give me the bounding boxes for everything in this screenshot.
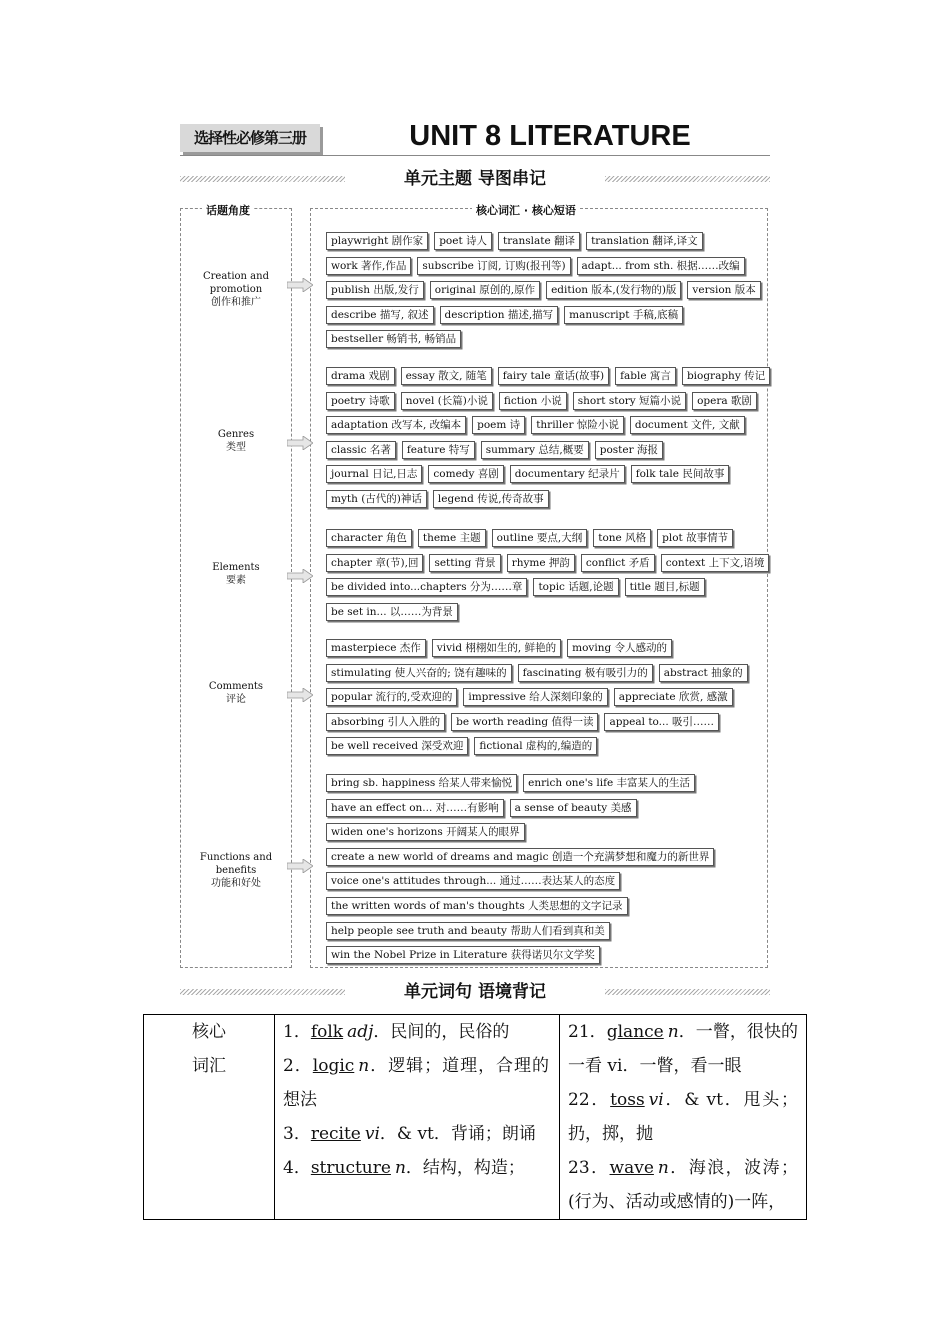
term-chip: enrich one's life 丰富某人的生活	[523, 774, 695, 792]
term-chip: document 文件, 文献	[630, 416, 745, 434]
term-chip: stimulating 使人兴奋的; 饶有趣味的	[326, 664, 512, 682]
term-chip: appeal to... 吸引……	[604, 713, 719, 731]
term-chip: poster 海报	[595, 441, 663, 459]
entry-word: toss	[610, 1090, 645, 1110]
term-chip: fairy tale 童话(故事)	[498, 367, 609, 385]
term-chip: title 题目,标题	[625, 578, 705, 596]
term-chip: short story 短篇小说	[573, 392, 686, 410]
term-chip: publish 出版,发行	[326, 281, 424, 299]
category-zh: 功能和好处	[211, 878, 261, 889]
term-chip: comedy 喜剧	[428, 465, 503, 483]
term-chip: poet 诗人	[434, 232, 492, 250]
term-chip: appreciate 欣赏, 感激	[614, 688, 733, 706]
category-label	[181, 680, 291, 706]
term-chip: rhyme 押韵	[507, 554, 575, 572]
term-chip: be well received 深受欢迎	[326, 737, 468, 755]
term-chip: journal 日记,日志	[326, 465, 422, 483]
vocab-entry	[283, 1015, 549, 1049]
term-row	[326, 306, 683, 324]
entry-def: ．一瞥，很快的一看 vi．一瞥，看一眼	[568, 1022, 799, 1076]
term-chip: translation 翻译,译文	[586, 232, 703, 250]
term-row	[326, 922, 610, 940]
term-chip: setting 背景	[429, 554, 500, 572]
term-chip: biography 传记	[682, 367, 770, 385]
category-en: Creation and promotion	[203, 271, 269, 295]
entry-pos: vi	[364, 1124, 380, 1144]
term-chip: popular 流行的,受欢迎的	[326, 688, 457, 706]
vocab-entry	[283, 1049, 549, 1117]
category-label	[181, 851, 291, 890]
term-row	[326, 257, 745, 275]
term-row	[326, 946, 600, 964]
term-chip: vivid 栩栩如生的, 鲜艳的	[432, 639, 561, 657]
entry-def: ．& vt．背诵；朗诵	[379, 1124, 536, 1144]
banner-title: 单元词句 语境背记	[404, 982, 546, 1002]
entry-word: wave	[609, 1158, 654, 1178]
term-chip: be divided into...chapters 分为……章	[326, 578, 527, 596]
category-label	[181, 561, 291, 587]
term-row	[326, 872, 620, 890]
term-row	[326, 281, 761, 299]
vocab-entry	[283, 1117, 549, 1151]
term-chip: impressive 给人深刻印象的	[463, 688, 607, 706]
row-label-cell	[144, 1015, 275, 1220]
term-chip: widen one's horizons 开阔某人的眼界	[326, 823, 525, 841]
term-chip: bestseller 畅销书, 畅销品	[326, 330, 461, 348]
term-chip: essay 散文, 随笔	[401, 367, 492, 385]
term-chip: novel (长篇)小说	[401, 392, 493, 410]
vocab-table	[143, 1014, 807, 1220]
term-chip: classic 名著	[326, 441, 396, 459]
vocab-column-right	[560, 1015, 807, 1220]
category-label	[181, 428, 291, 454]
term-chip: create a new world of dreams and magic 创造一个充满梦想和魔力的新世界	[326, 848, 714, 866]
term-chip: masterpiece 杰作	[326, 639, 426, 657]
term-chip: theme 主题	[418, 529, 486, 547]
arrow-right-icon	[287, 859, 313, 873]
entry-num: 4．	[283, 1158, 311, 1178]
category-label	[181, 270, 291, 309]
term-row	[326, 848, 714, 866]
term-row	[326, 416, 745, 434]
term-chip: voice one's attitudes through... 通过……表达某人的态度	[326, 872, 620, 890]
term-chip: legend 传说,传奇故事	[433, 490, 549, 508]
entry-def: ．& vt．甩头；扔，掷，抛	[568, 1090, 798, 1144]
entry-def: ．民间的，民俗的	[373, 1022, 510, 1042]
term-chip: win the Nobel Prize in Literature 获得诺贝尔文学奖	[326, 946, 600, 964]
entry-word: logic	[312, 1056, 355, 1076]
entry-pos: n	[358, 1056, 370, 1076]
vocab-entry	[568, 1151, 798, 1219]
term-chip: translate 翻译	[498, 232, 580, 250]
term-row	[326, 392, 757, 410]
term-row	[326, 774, 695, 792]
term-chip: abstract 抽象的	[659, 664, 748, 682]
category-zh: 创作和推广	[211, 297, 261, 308]
unit-title: UNIT 8 LITERATURE	[409, 120, 691, 152]
term-chip: folk tale 民间故事	[631, 465, 730, 483]
term-chip: character 角色	[326, 529, 412, 547]
term-chip: describe 描写, 叙述	[326, 306, 434, 324]
entry-pos: vi	[648, 1090, 664, 1110]
entry-pos: n	[667, 1022, 679, 1042]
entry-word: folk	[310, 1022, 344, 1042]
row-label: 核心词汇	[192, 1022, 226, 1076]
entry-def: ．海浪，波涛；(行为、活动或感情的)一阵，	[568, 1158, 798, 1212]
term-chip: subscribe 订阅, 订购(报刊等)	[417, 257, 570, 275]
arrow-right-icon	[287, 688, 313, 702]
entry-word: recite	[310, 1124, 361, 1144]
category-en: Genres	[217, 429, 255, 440]
entry-pos: n	[394, 1158, 406, 1178]
entry-num: 22．	[568, 1090, 611, 1110]
term-chip: work 著作,作品	[326, 257, 411, 275]
term-chip: plot 故事情节	[657, 529, 733, 547]
term-row	[326, 639, 672, 657]
term-row	[326, 603, 458, 621]
category-en: Comments	[208, 681, 264, 692]
term-row	[326, 713, 719, 731]
term-chip: fiction 小说	[499, 392, 567, 410]
term-chip: be worth reading 值得一读	[451, 713, 598, 731]
term-chip: absorbing 引人入胜的	[326, 713, 445, 731]
banner-title: 单元主题 导图串记	[404, 169, 546, 189]
vocab-entry	[568, 1083, 798, 1151]
entry-word: glance	[606, 1022, 664, 1042]
entry-num: 2．	[283, 1056, 313, 1076]
vocab-entry	[283, 1151, 549, 1185]
term-row	[326, 441, 663, 459]
term-row	[326, 232, 703, 250]
entry-pos: n	[657, 1158, 669, 1178]
term-chip: topic 话题,论题	[533, 578, 618, 596]
term-chip: chapter 章(节),回	[326, 554, 423, 572]
book-tag: 选择性必修第三册	[180, 124, 320, 152]
term-chip: poetry 诗歌	[326, 392, 395, 410]
category-zh: 评论	[226, 694, 246, 705]
term-chip: documentary 纪录片	[510, 465, 625, 483]
section-banner-vocab	[180, 981, 770, 1003]
term-chip: a sense of beauty 美感	[510, 799, 637, 817]
term-chip: myth (古代的)神话	[326, 490, 427, 508]
term-chip: help people see truth and beauty 帮助人们看到真和美	[326, 922, 610, 940]
term-chip: fascinating 极有吸引力的	[518, 664, 653, 682]
term-row	[326, 554, 769, 572]
term-chip: conflict 矛盾	[581, 554, 655, 572]
entry-num: 1．	[283, 1022, 311, 1042]
term-chip: opera 歌剧	[692, 392, 757, 410]
section-banner-mindmap	[180, 168, 770, 190]
topic-angle-title: 话题角度	[202, 202, 254, 218]
term-row	[326, 664, 748, 682]
term-chip: version 版本	[687, 281, 760, 299]
term-chip: manuscript 手稿,底稿	[564, 306, 683, 324]
term-chip: adaptation 改写本, 改编本	[326, 416, 466, 434]
category-en: Elements	[212, 562, 260, 573]
vocab-entry	[568, 1015, 798, 1083]
term-row	[326, 737, 597, 755]
term-chip: moving 令人感动的	[567, 639, 672, 657]
arrow-right-icon	[287, 569, 313, 583]
category-zh: 要素	[226, 575, 246, 586]
table-row	[144, 1015, 807, 1220]
category-zh: 类型	[226, 442, 246, 453]
arrow-right-icon	[287, 436, 313, 450]
term-chip: tone 风格	[593, 529, 651, 547]
term-chip: playwright 剧作家	[326, 232, 428, 250]
term-row	[326, 799, 637, 817]
term-chip: thriller 惊险小说	[531, 416, 624, 434]
term-chip: have an effect on... 对……有影响	[326, 799, 504, 817]
term-row	[326, 330, 461, 348]
category-en: Functions and benefits	[199, 852, 273, 876]
entry-num: 23．	[568, 1158, 610, 1178]
header-divider	[180, 155, 770, 156]
entry-word: structure	[310, 1158, 391, 1178]
entry-def: ．结构，构造；	[405, 1158, 525, 1178]
term-row	[326, 490, 549, 508]
entry-num: 21．	[568, 1022, 607, 1042]
term-chip: be set in... 以……为背景	[326, 603, 458, 621]
term-chip: original 原创的,原作	[430, 281, 540, 299]
term-chip: adapt... from sth. 根据……改编	[577, 257, 745, 275]
entry-pos: adj	[347, 1022, 374, 1042]
term-chip: poem 诗	[472, 416, 525, 434]
vocab-column-left	[275, 1015, 560, 1220]
entry-def: ．逻辑；道理，合理的想法	[283, 1056, 550, 1110]
term-chip: edition 版本,(发行物的)版	[546, 281, 681, 299]
term-chip: bring sb. happiness 给某人带来愉悦	[326, 774, 517, 792]
term-row	[326, 367, 770, 385]
term-row	[326, 688, 733, 706]
core-vocab-title: 核心词汇 · 核心短语	[472, 202, 580, 218]
term-chip: summary 总结,概要	[481, 441, 589, 459]
term-row	[326, 578, 705, 596]
term-chip: fictional 虚构的,编造的	[474, 737, 597, 755]
term-chip: the written words of man's thoughts 人类思想的文字记录	[326, 897, 628, 915]
term-chip: outline 要点,大纲	[492, 529, 588, 547]
term-chip: fable 寓言	[615, 367, 676, 385]
term-chip: feature 特写	[402, 441, 475, 459]
term-row	[326, 823, 525, 841]
term-chip: drama 戏剧	[326, 367, 395, 385]
term-chip: context 上下文,语境	[661, 554, 770, 572]
term-row	[326, 529, 733, 547]
term-row	[326, 465, 729, 483]
arrow-right-icon	[287, 278, 313, 292]
term-row	[326, 897, 628, 915]
entry-num: 3．	[283, 1124, 311, 1144]
term-chip: description 描述,描写	[440, 306, 559, 324]
